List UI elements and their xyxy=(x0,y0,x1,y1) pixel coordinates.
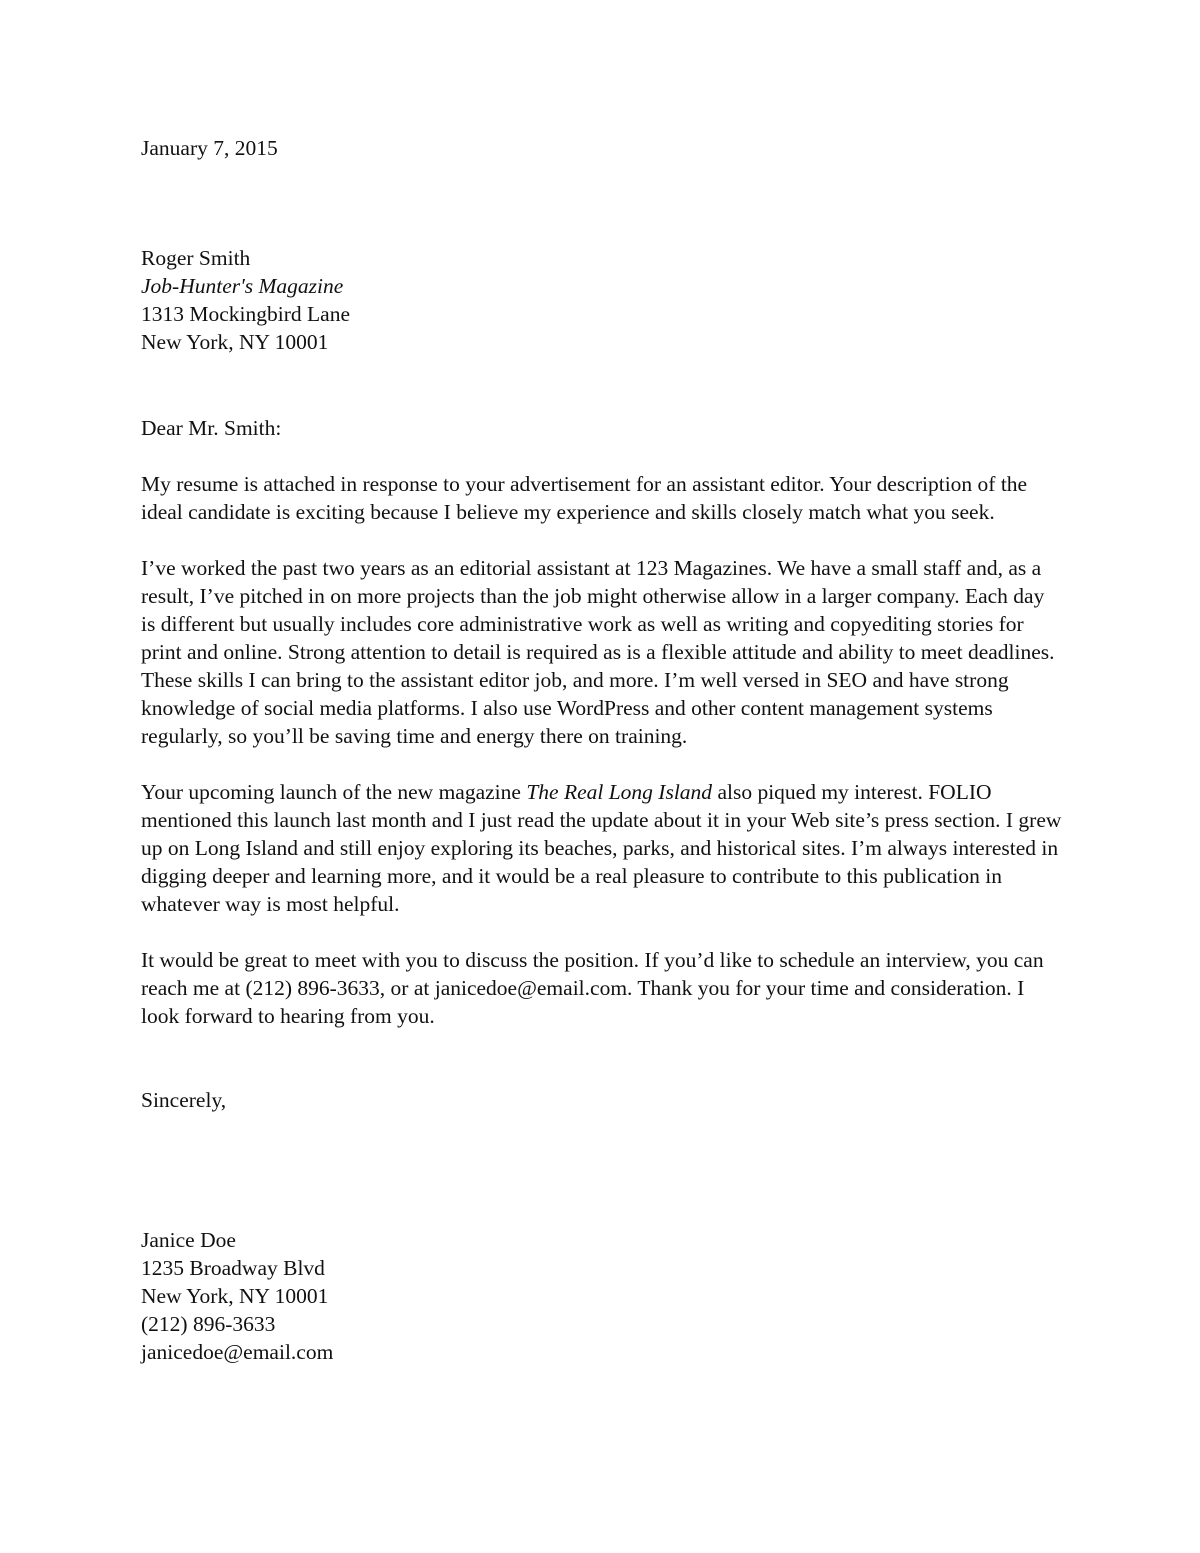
letter-date: January 7, 2015 xyxy=(141,136,278,160)
sender-name: Janice Doe xyxy=(141,1228,236,1252)
sender-signature-block xyxy=(141,1226,1063,1366)
body-paragraph-2: I’ve worked the past two years as an editorial assistant at 123 Magazines. We have a small staff and, as a result, I’ve pitched in on more projects than the job might otherwise allow in a larger company. Each day is different but usually includes core administrative work as well as writing and copyediting stories for print and online. Strong attention to detail is required as is a flexible attitude and ability to meet deadlines. These skills I can bring to the assistant editor job, and more. I’m well versed in SEO and have strong knowledge of social media platforms. I also use WordPress and other content management systems regularly, so you’ll be saving time and energy there on training. xyxy=(141,556,1055,748)
recipient-name: Roger Smith xyxy=(141,246,251,270)
sender-email: janicedoe@email.com xyxy=(141,1340,334,1364)
body-paragraph-1: My resume is attached in response to your advertisement for an assistant editor. Your description of the ideal candidate is exciting because I believe my experience and skills closely match what you seek. xyxy=(141,472,1028,524)
body-paragraph-3 xyxy=(141,778,1063,918)
recipient-address-block xyxy=(141,244,1063,356)
recipient-street: 1313 Mockingbird Lane xyxy=(141,302,350,326)
signature-space xyxy=(141,1114,1063,1226)
magazine-title: The Real Long Island xyxy=(526,780,713,804)
recipient-city-state-zip: New York, NY 10001 xyxy=(141,330,329,354)
signoff: Sincerely, xyxy=(141,1088,227,1112)
spacer xyxy=(141,356,1063,414)
body-paragraph-4: It would be great to meet with you to discuss the position. If you’d like to schedule an interview, you can reach me at (212) 896-3633, or at janicedoe@email.com. Thank you for your time and consideration. I look forward to hearing from you. xyxy=(141,948,1044,1028)
letter-body xyxy=(141,134,1063,1366)
spacer xyxy=(141,162,1063,244)
salutation: Dear Mr. Smith: xyxy=(141,416,282,440)
spacer xyxy=(141,526,1063,554)
paragraph-3-text-after-title: also piqued my interest. FOLIO mentioned this launch last month and I just read the update about it in your Web site’s press section. I grew up on Long Island and still enjoy exploring its beaches, parks, and historical sites. I’m always interested in digging deeper and learning more, and it would be a real pleasure to contribute to this publication in whatever way is most helpful. xyxy=(141,780,1062,916)
sender-street: 1235 Broadway Blvd xyxy=(141,1256,325,1280)
spacer xyxy=(141,750,1063,778)
paragraph-3-text-before-title: Your upcoming launch of the new magazine xyxy=(141,780,527,804)
sender-city-state-zip: New York, NY 10001 xyxy=(141,1284,329,1308)
spacer xyxy=(141,918,1063,946)
sender-phone: (212) 896-3633 xyxy=(141,1312,276,1336)
spacer xyxy=(141,442,1063,470)
spacer xyxy=(141,1030,1063,1086)
recipient-organization: Job-Hunter's Magazine xyxy=(141,274,344,298)
